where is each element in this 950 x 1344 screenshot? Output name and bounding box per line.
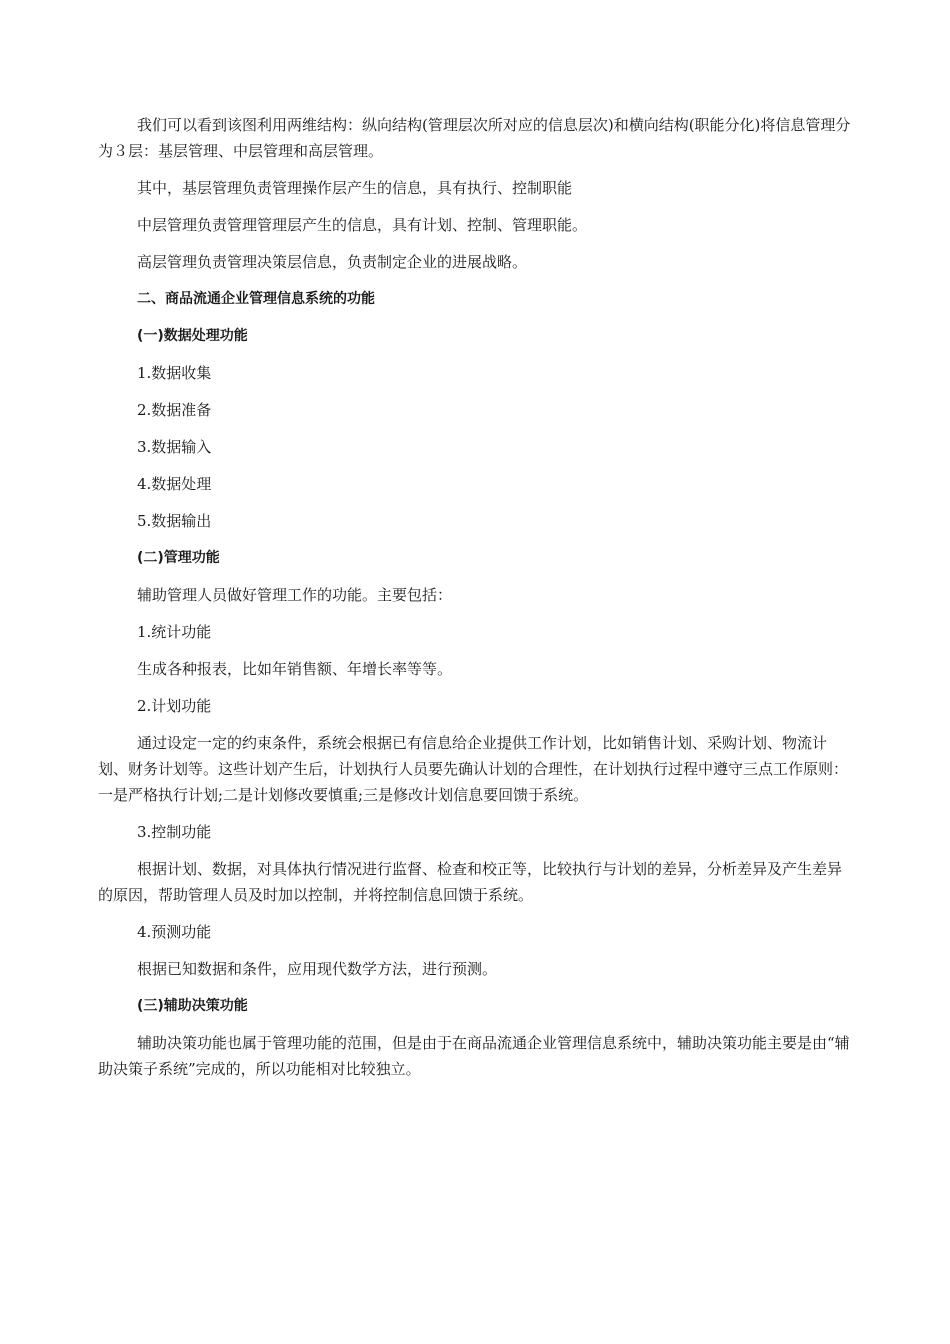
list-item-data-processing: 4.数据处理 <box>137 475 212 493</box>
list-item-control: 3.控制功能 <box>137 823 212 841</box>
subsection-heading-data-processing: (一)数据处理功能 <box>137 328 248 344</box>
section-heading-system-functions: 二、商品流通企业管理信息系统的功能 <box>137 291 375 307</box>
subsection-heading-management: (二)管理功能 <box>137 550 220 566</box>
list-item-statistics: 1.统计功能 <box>137 623 212 641</box>
subsection-heading-decision-support: (三)辅助决策功能 <box>137 998 248 1014</box>
paragraph-control-detail: 根据计划、数据，对具体执行情况进行监督、检查和校正等，比较执行与计划的差异，分析差异及产生差异的原因，帮助管理人员及时加以控制，并将控制信息回馈于系统。 <box>98 860 843 904</box>
paragraph-base-management: 其中，基层管理负责管理操作层产生的信息，具有执行、控制职能 <box>137 179 573 197</box>
paragraph-management-intro: 辅助管理人员做好管理工作的功能。主要包括： <box>137 586 453 604</box>
list-item-forecast: 4.预测功能 <box>137 923 212 941</box>
paragraph-statistics-detail: 生成各种报表，比如年销售额、年增长率等等。 <box>137 660 453 678</box>
paragraph-planning-detail: 通过设定一定的约束条件，系统会根据已有信息给企业提供工作计划，比如销售计划、采购计划、物流计划、财务计划等。这些计划产生后，计划执行人员要先确认计划的合理性，在计划执行过程中遵守三点工作原则：一是严格执行计划;二是计划修改要慎重;三是修改计划信息要回馈于系统。 <box>98 734 849 804</box>
paragraph-structure-intro: 我们可以看到该图利用两维结构：纵向结构(管理层次所对应的信息层次)和横向结构(职能分化)将信息管理分为３层：基层管理、中层管理和高层管理。 <box>98 116 851 160</box>
list-item-data-collection: 1.数据收集 <box>137 364 212 382</box>
document-page <box>98 112 853 1093</box>
list-item-data-preparation: 2.数据准备 <box>137 401 212 419</box>
list-item-planning: 2.计划功能 <box>137 697 212 715</box>
list-item-data-output: 5.数据输出 <box>137 512 212 530</box>
list-item-data-input: 3.数据输入 <box>137 438 212 456</box>
paragraph-decision-support-detail: 辅助决策功能也属于管理功能的范围，但是由于在商品流通企业管理信息系统中，辅助决策功能主要是由“辅助决策子系统”完成的，所以功能相对比较独立。 <box>98 1034 850 1078</box>
paragraph-middle-management: 中层管理负责管理管理层产生的信息，具有计划、控制、管理职能。 <box>137 216 588 234</box>
paragraph-forecast-detail: 根据已知数据和条件，应用现代数学方法，进行预测。 <box>137 960 498 978</box>
paragraph-top-management: 高层管理负责管理决策层信息，负责制定企业的进展战略。 <box>137 253 528 271</box>
